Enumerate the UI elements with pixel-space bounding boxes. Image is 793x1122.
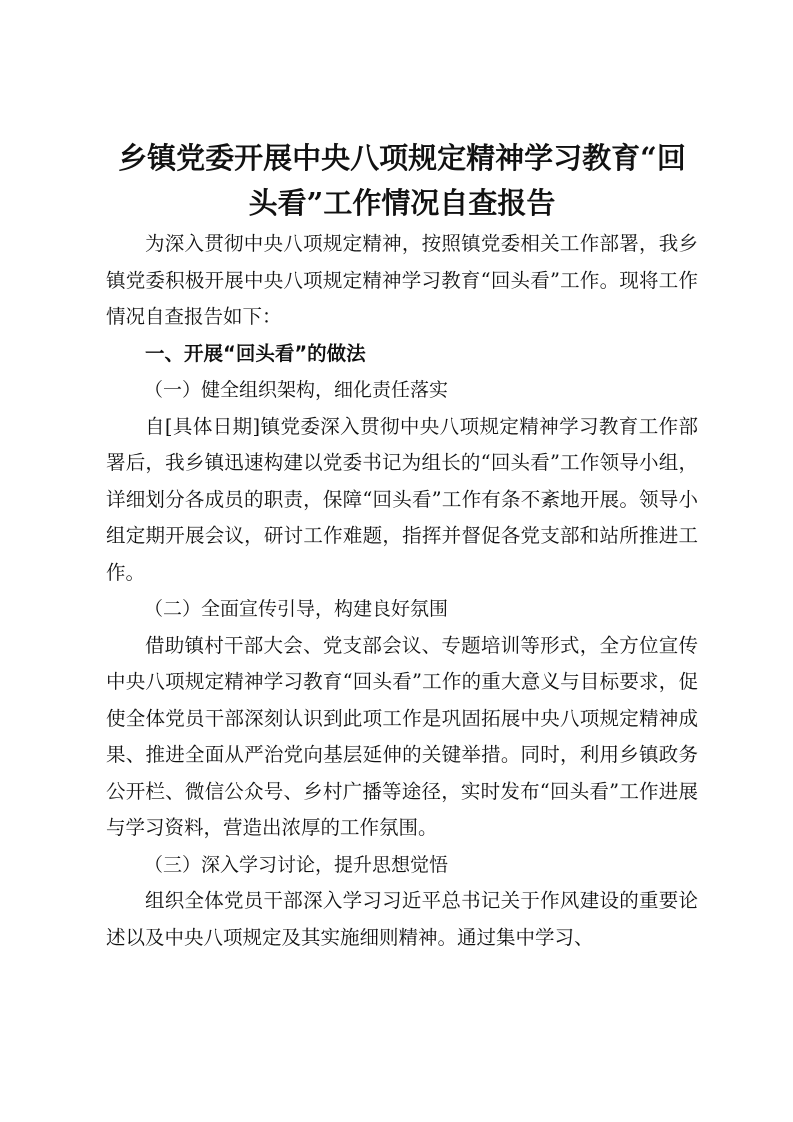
intro-paragraph: 为深入贯彻中央八项规定精神，按照镇党委相关工作部署，我乡镇党委积极开展中央八项规定精神学习教育“回头看”工作。现将工作情况自查报告如下： bbox=[106, 232, 698, 328]
subsection-body-1: 自[具体日期]镇党委深入贯彻中央八项规定精神学习教育工作部署后，我乡镇迅速构建以党委书记为组长的“回头看”工作领导小组，详细划分各成员的职责，保障“回头看”工作有条不紊地开展。领导小组定期开展会议，研讨工作难题，指挥并督促各党支部和站所推进工作。 bbox=[106, 414, 698, 584]
subsection-heading-1: （一）健全组织架构，细化责任落实 bbox=[144, 379, 449, 401]
subsection-heading-2: （二）全面宣传引导，构建良好氛围 bbox=[144, 598, 449, 620]
document-body bbox=[106, 136, 698, 956]
subsection-body-3: 组织全体党员干部深入学习习近平总书记关于作风建设的重要论述以及中央八项规定及其实施细则精神。通过集中学习、 bbox=[106, 889, 698, 949]
section-heading-1: 一、开展“回头看”的做法 bbox=[145, 341, 366, 365]
document-title: 乡镇党委开展中央八项规定精神学习教育“回头看”工作情况自查报告 bbox=[118, 141, 686, 220]
subsection-heading-3: （三）深入学习讨论，提升思想觉悟 bbox=[144, 853, 449, 876]
subsection-body-2: 借助镇村干部大会、党支部会议、专题培训等形式，全方位宣传中央八项规定精神学习教育“回头看”工作的重大意义与目标要求，促使全体党员干部深刻认识到此项工作是巩固拓展中央八项规定精神成果、推进全面从严治党向基层延伸的关键举措。同时，利用乡镇政务公开栏、微信公众号、乡村广播等途径，实时发布“回头看”工作进展与学习资料，营造出浓厚的工作氛围。 bbox=[106, 633, 698, 839]
